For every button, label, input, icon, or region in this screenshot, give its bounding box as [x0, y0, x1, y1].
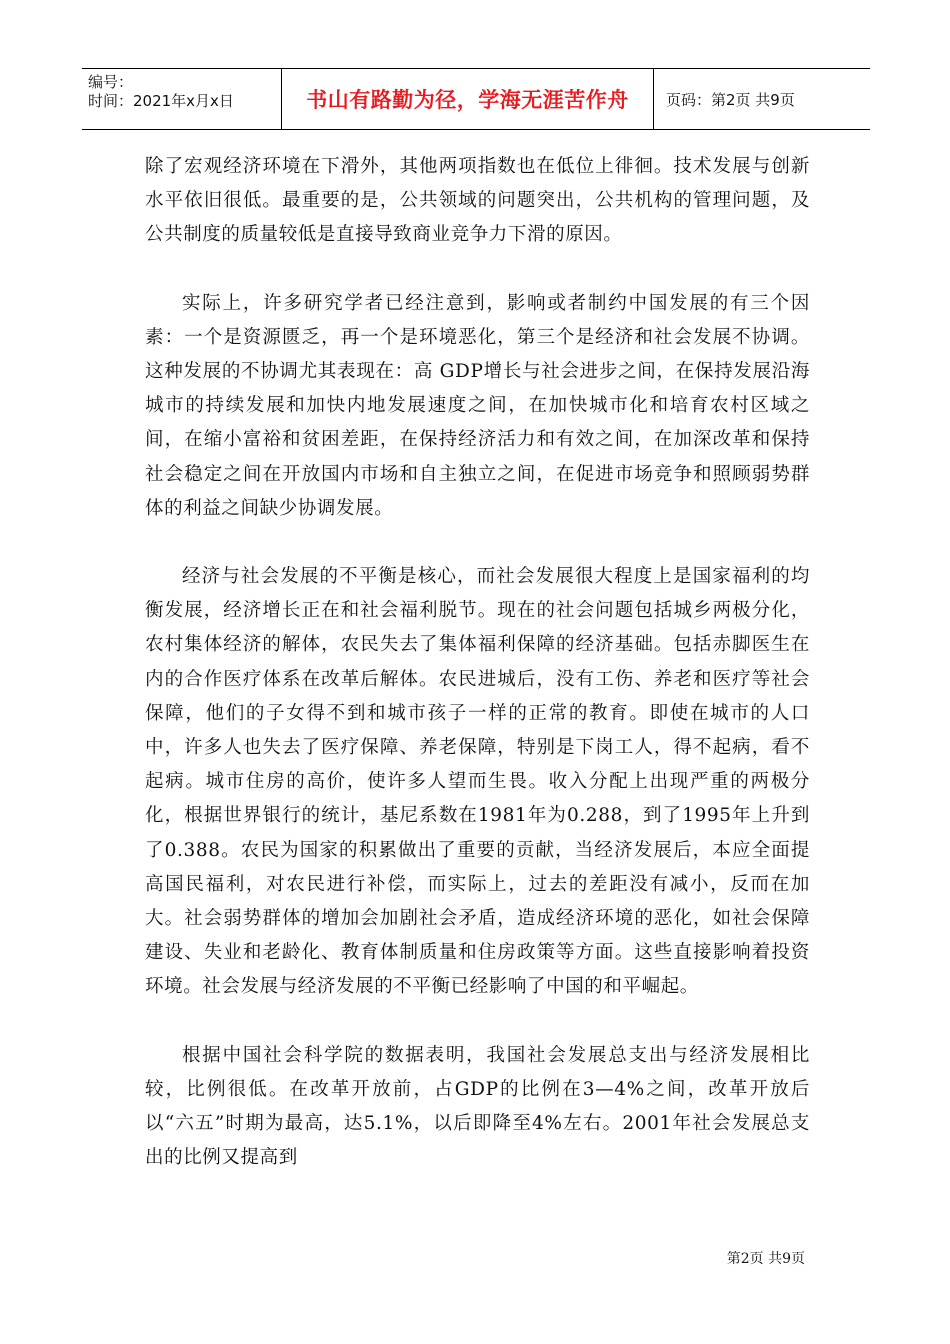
header-info-cell: [82, 69, 282, 129]
paragraph-4: 根据中国社会科学院的数据表明，我国社会发展总支出与经济发展相比较，比例很低。在改革开放前，占GDP的比例在3—4%之间，改革开放后以“六五”时期为最高，达5.1%，以后即降至4%左右。2001年社会发展总支出的比例又提高到: [145, 1044, 810, 1169]
footer-page-label: 第2页 共9页: [726, 1251, 805, 1267]
number-label: 编号：: [88, 73, 134, 91]
paragraph-3: 经济与社会发展的不平衡是核心，而社会发展很大程度上是国家福利的均衡发展，经济增长正在和社会福利脱节。现在的社会问题包括城乡两极分化，农村集体经济的解体，农民失去了集体福利保障的经济基础。包括赤脚医生在内的合作医疗体系在改革后解体。农民进城后，没有工伤、养老和医疗等社会保障，他们的子女得不到和城市孩子一样的正常的教育。即使在城市的人口中，许多人也失去了医疗保障、养老保障，特别是下岗工人，得不起病，看不起病。城市住房的高价，使许多人望而生畏。收入分配上出现严重的两极分化，根据世界银行的统计，基尼系数在1981年为0.288，到了1995年上升到了0.388。农民为国家的积累做出了重要的贡献，当经济发展后，本应全面提高国民福利，对农民进行补偿，而实际上，过去的差距没有减小，反而在加大。社会弱势群体的增加会加剧社会矛盾，造成经济环境的恶化，如社会保障建设、失业和老龄化、教育体制质量和住房政策等方面。这些直接影响着投资环境。社会发展与经济发展的不平衡已经影响了中国的和平崛起。: [145, 566, 810, 998]
motto-text: 书山有路勤为径，学海无涯苦作舟: [306, 88, 629, 112]
time-label: 时间：2021年x月x日: [88, 92, 234, 110]
page-footer: [727, 1248, 805, 1268]
header-page-label: 页码：第2页 共9页: [666, 90, 795, 109]
paragraph-2: 实际上，许多研究学者已经注意到，影响或者制约中国发展的有三个因素：一个是资源匮乏，再一个是环境恶化，第三个是经济和社会发展不协调。这种发展的不协调尤其表现在：高 GDP增长与社会进步之间，在保持发展沿海城市的持续发展和加快内地发展速度之间，在加快城市化和培育农村区域之间，在缩小富裕和贫困差距，在保持经济活力和有效之间，在加深改革和保持社会稳定之间在开放国内市场和自主独立之间，在促进市场竞争和照顾弱势群体的利益之间缺少协调发展。: [145, 292, 810, 519]
page-header: [82, 68, 870, 130]
header-page-cell: [654, 69, 870, 129]
paragraph-1: 除了宏观经济环境在下滑外，其他两项指数也在低位上徘徊。技术发展与创新水平依旧很低。最重要的是，公共领域的问题突出，公共机构的管理问题，及公共制度的质量较低是直接导致商业竞争力下滑的原因。: [145, 156, 810, 246]
document-body: [145, 150, 810, 1209]
header-motto-cell: [282, 69, 654, 129]
